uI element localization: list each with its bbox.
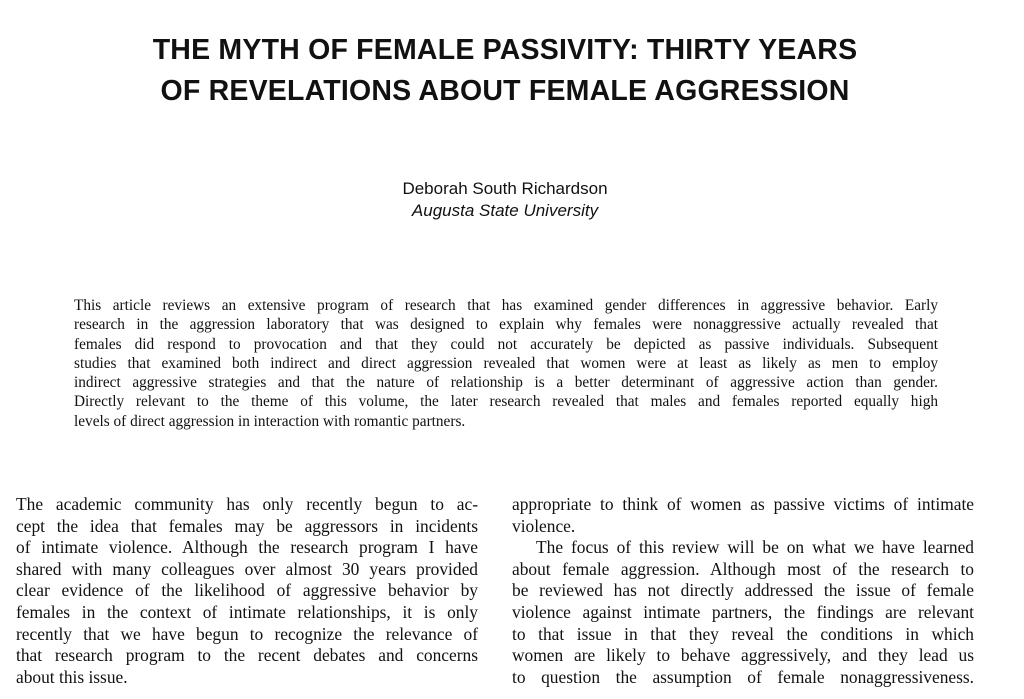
body-line: The academic community has only recently begun to ac-: [16, 494, 478, 514]
title-line-2: OF REVELATIONS ABOUT FEMALE AGGRESSION: [160, 75, 850, 107]
body-line: be reviewed has not directly addressed the issue of female: [512, 580, 974, 601]
body-line: appropriate to think of women as passive victims of intimate: [512, 494, 974, 514]
body-line: violence against intimate partners, the findings are relevant: [512, 601, 974, 622]
body-line: about female aggression. Although most of the research to: [512, 558, 974, 579]
body-column-left: [16, 494, 478, 688]
body-line: females in the context of intimate relationships, it is only: [16, 601, 478, 622]
body-line: of intimate violence. Although the research program I have: [16, 537, 478, 558]
body-line: recently that we have begun to recognize the relevance of: [16, 623, 478, 644]
author-name: Deborah South Richardson: [402, 179, 608, 198]
body-line: cept the idea that females may be aggressors in incidents: [16, 515, 478, 536]
author-block: [290, 178, 720, 222]
abstract-line: Directly relevant to the theme of this volume, the later research revealed that males and females reported equally high: [74, 393, 938, 411]
abstract-line: indirect aggressive strategies and that the nature of relationship is a better determinant of aggressive action than gender.: [74, 374, 938, 392]
body-line: clear evidence of the likelihood of aggressive behavior by: [16, 580, 478, 601]
article-title: [60, 30, 950, 112]
body-line: that research program to the recent debates and concerns: [16, 645, 478, 666]
title-line-1: THE MYTH OF FEMALE PASSIVITY: THIRTY YEARS: [152, 34, 858, 66]
body-column-right: [512, 494, 974, 688]
body-line: to that issue in that they reveal the conditions in which: [512, 623, 974, 644]
body-line: The focus of this review will be on what we have learned: [536, 537, 974, 558]
body-line: violence.: [512, 515, 576, 536]
abstract: [74, 296, 938, 431]
abstract-line: females did respond to provocation and that they could not accurately be depicted as passive individuals. Subsequent: [74, 335, 938, 353]
body-line: about this issue.: [16, 666, 128, 687]
body-line: to question the assumption of female nonaggressiveness.: [512, 666, 974, 687]
abstract-line: research in the aggression laboratory that was designed to explain why females were nonaggressive actually revealed that: [74, 316, 938, 334]
body-line: women are likely to behave aggressively, and they lead us: [512, 645, 974, 666]
abstract-line: studies that examined both indirect and direct aggression revealed that women were at least as likely as men to employ: [74, 354, 938, 372]
author-affiliation: Augusta State University: [411, 201, 599, 220]
body-line: shared with many colleagues over almost 30 years provided: [16, 558, 478, 579]
abstract-line: levels of direct aggression in interaction with romantic partners.: [74, 412, 466, 430]
abstract-line: This article reviews an extensive program of research that has examined gender differences in aggressive behavior. Early: [74, 297, 938, 314]
